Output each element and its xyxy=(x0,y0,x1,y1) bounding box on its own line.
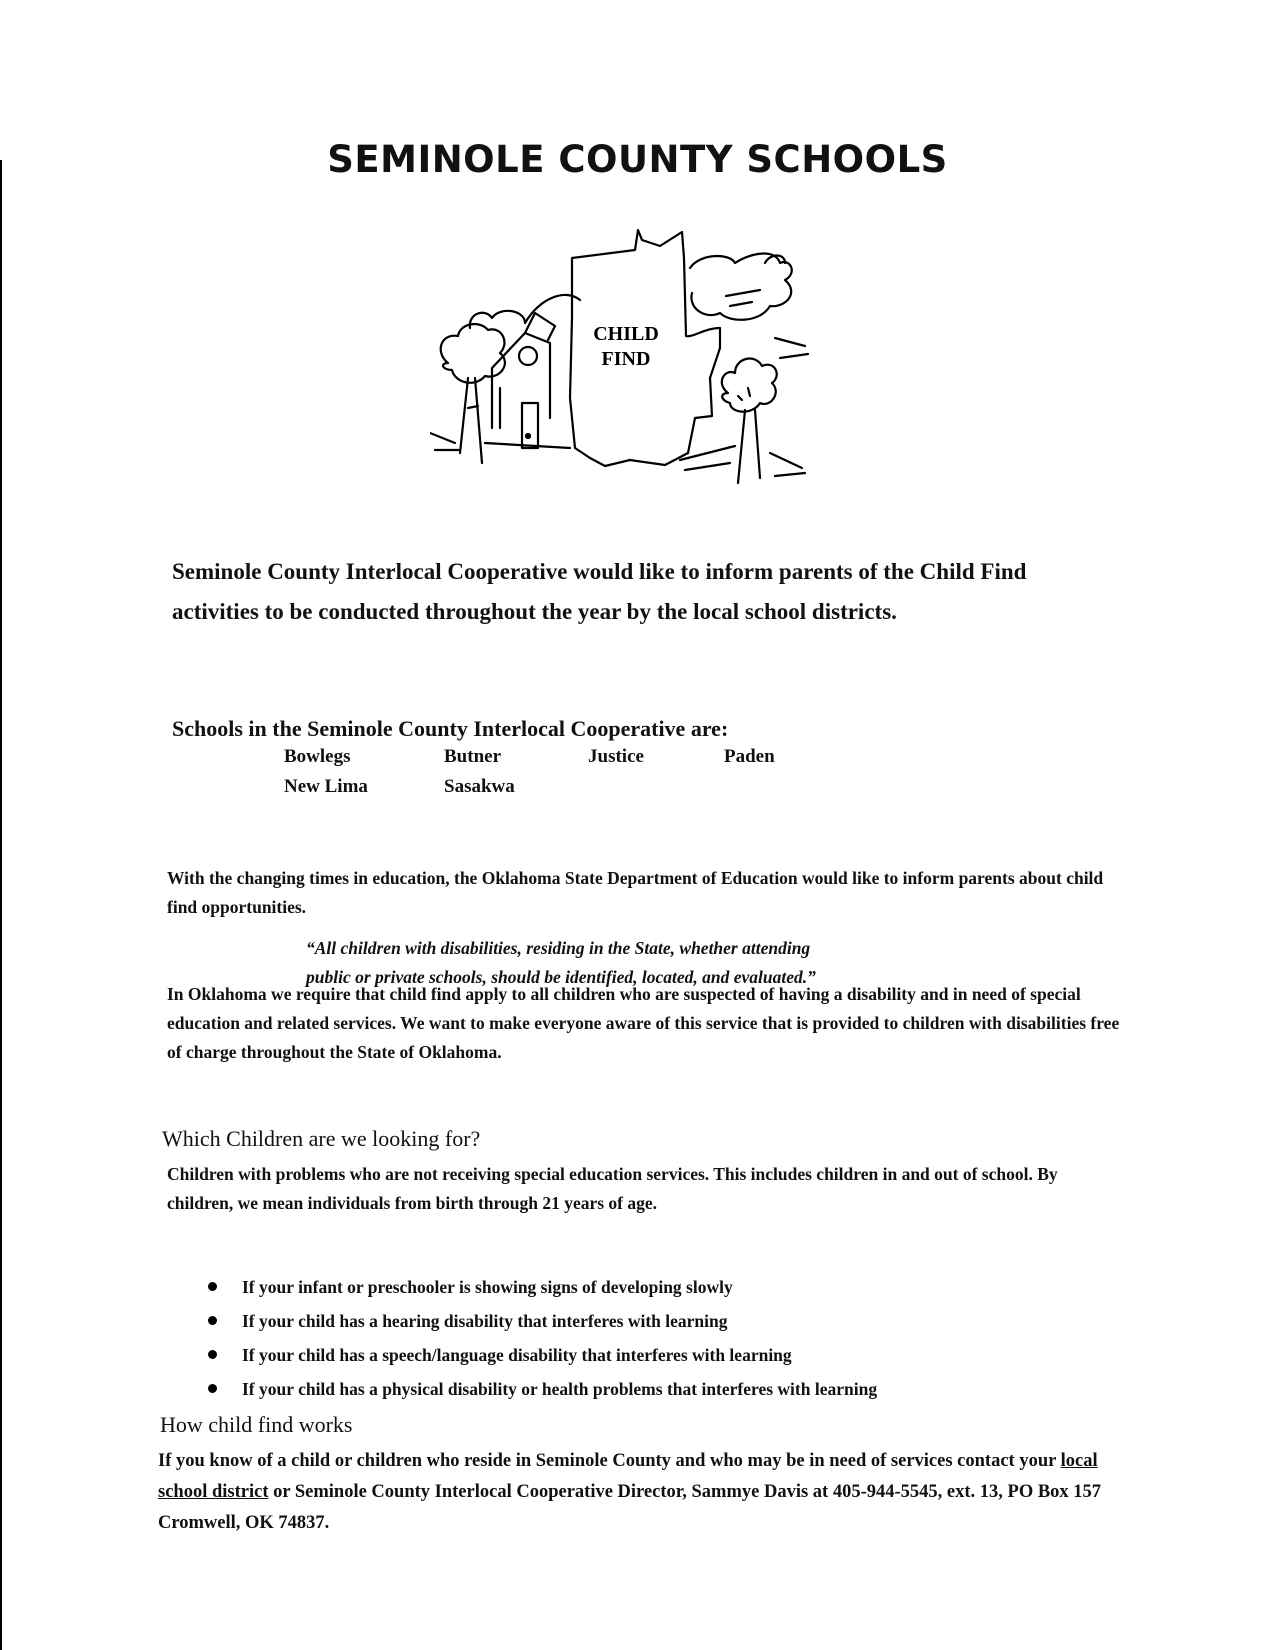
list-item: If your child has a speech/language disability that interferes with learning xyxy=(208,1338,877,1372)
logo-text-child: CHILD xyxy=(593,323,659,345)
intro-paragraph: Seminole County Interlocal Cooperative would like to inform parents of the Child Find activities to be conducted throughout the year by the local school districts. xyxy=(172,559,1027,624)
state-department-paragraph: With the changing times in education, the Oklahoma State Department of Education would like to inform parents about child find opportunities. xyxy=(167,868,1104,917)
school-name: New Lima xyxy=(284,776,368,797)
bullet-icon xyxy=(208,1384,217,1393)
quote-line: public or private schools, should be identified, located, and evaluated.” xyxy=(306,967,816,987)
list-item: If your child has a hearing disability that interferes with learning xyxy=(208,1304,877,1338)
page-edge-line xyxy=(0,160,2,1650)
page-title: SEMINOLE COUNTY SCHOOLS xyxy=(327,138,948,181)
criteria-list xyxy=(208,1270,877,1406)
list-item: If your infant or preschooler is showing signs of developing slowly xyxy=(208,1270,877,1304)
schools-heading: Schools in the Seminole County Interlocal Cooperative are: xyxy=(172,716,729,741)
how-it-works-heading: How child find works xyxy=(160,1412,353,1437)
school-name: Justice xyxy=(588,746,644,767)
school-name: Bowlegs xyxy=(284,746,351,767)
oklahoma-paragraph: In Oklahoma we require that child find apply to all children who are suspected of having a disability and in need of special education and related services. We want to make everyone aware of this service that is provided to children with disabilities free of charge throughout the State of Oklahoma. xyxy=(167,984,1120,1062)
child-find-logo xyxy=(430,228,850,508)
which-children-paragraph: Children with problems who are not receiving special education services. This includes children in and out of school. By children, we mean individuals from birth through 21 years of age. xyxy=(167,1164,1058,1213)
bullet-icon xyxy=(208,1282,217,1291)
school-name: Paden xyxy=(724,746,775,767)
local-school-district-link[interactable]: local school district xyxy=(158,1451,1098,1502)
which-children-heading: Which Children are we looking for? xyxy=(162,1126,481,1151)
school-name: Sasakwa xyxy=(444,776,515,797)
quote-line: “All children with disabilities, residing in the State, whether attending xyxy=(306,938,811,958)
logo-text-find: FIND xyxy=(601,348,651,370)
bullet-icon xyxy=(208,1316,217,1325)
bullet-icon xyxy=(208,1350,217,1359)
school-name: Butner xyxy=(444,746,501,767)
how-it-works-paragraph: If you know of a child or children who reside in Seminole County and who may be in need of services contact your local school district or Seminole County Interlocal Cooperative Director, Sammye Davis at 405-944-5545, ext. 13, PO Box 157 Cromwell, OK 74837. xyxy=(158,1451,1102,1533)
list-item: If your child has a physical disability or health problems that interferes with learning xyxy=(208,1372,877,1406)
